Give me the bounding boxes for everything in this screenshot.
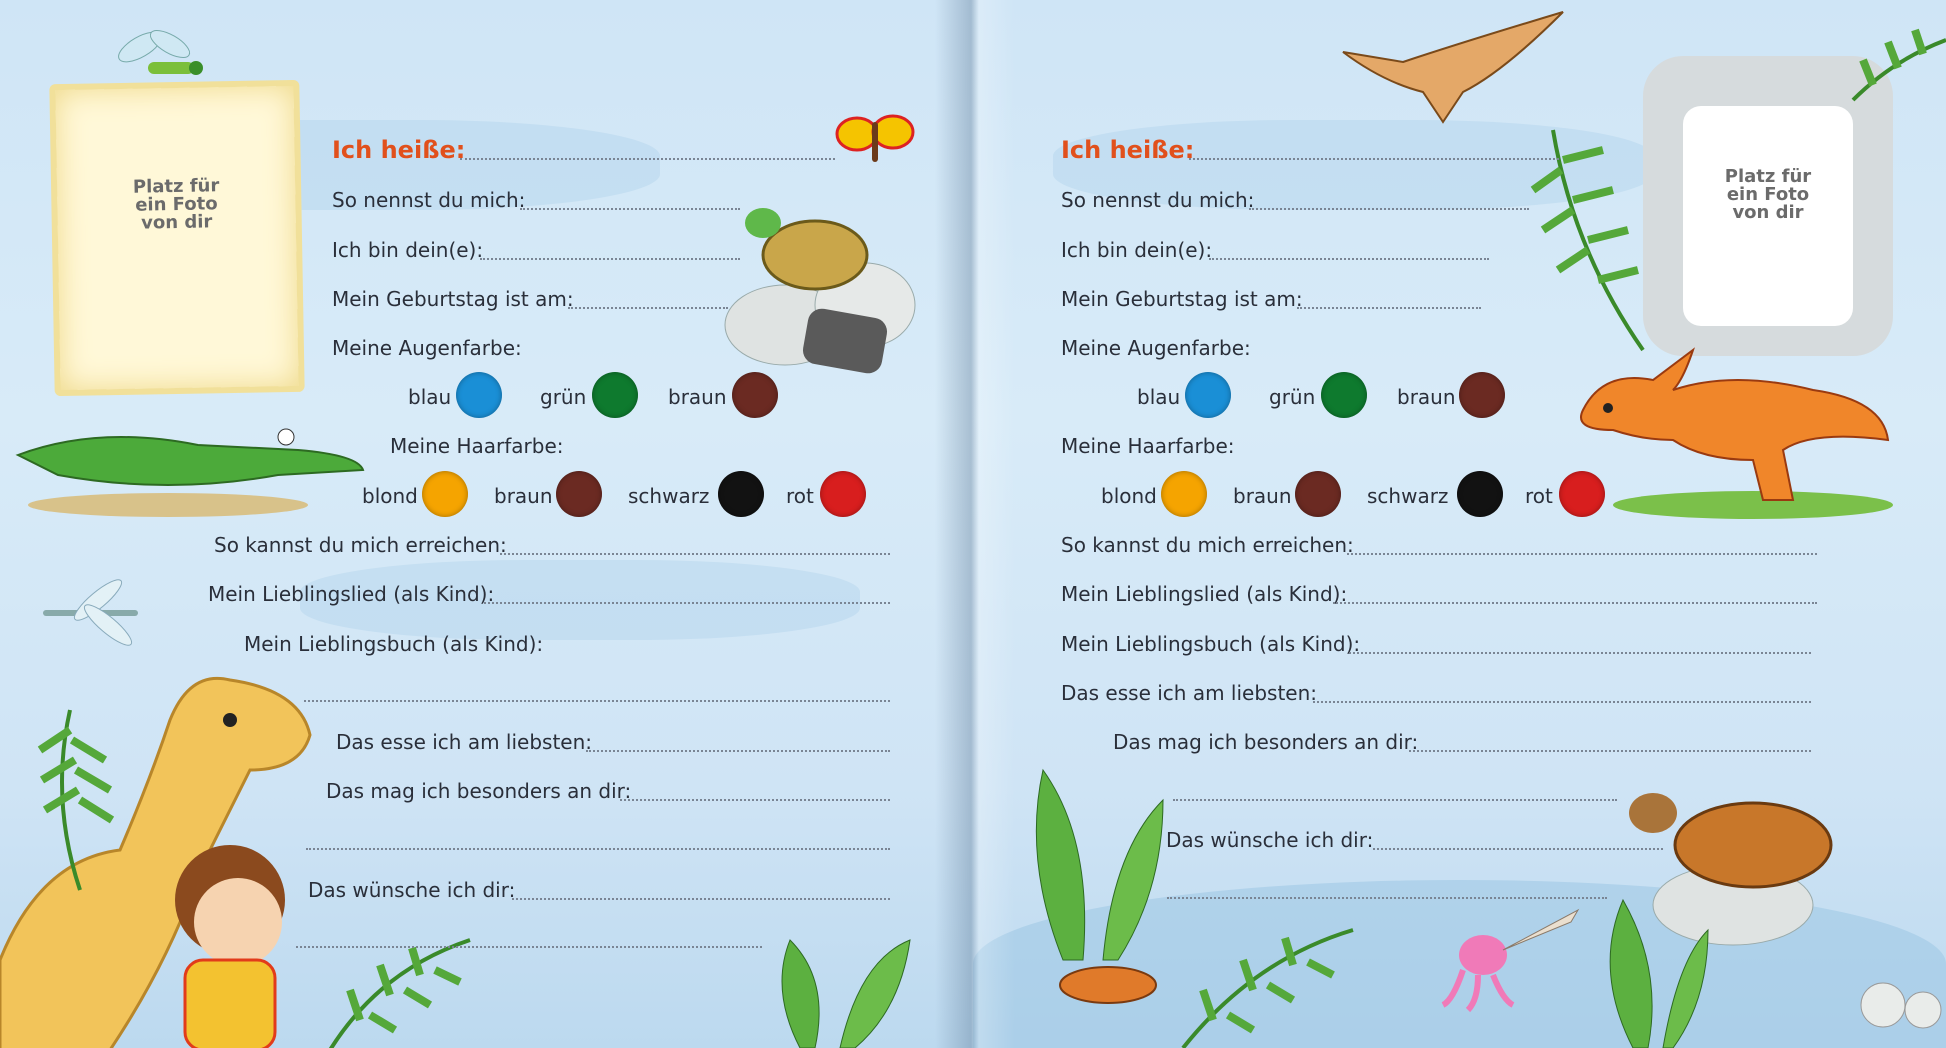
hair-option-brown-label: braun — [494, 484, 553, 508]
favorite-book-label: Mein Lieblingsbuch (als Kind): — [1061, 632, 1361, 656]
nickname-label: So nennst du mich: — [1061, 188, 1255, 212]
relation-label: Ich bin dein(e): — [332, 238, 484, 262]
hair-color-blond-swatch[interactable] — [1161, 471, 1207, 517]
turtle-on-rocks-icon — [715, 195, 945, 395]
name-input-line[interactable] — [460, 158, 835, 160]
favorite-food-input-line[interactable] — [586, 750, 890, 752]
relation-label: Ich bin dein(e): — [1061, 238, 1213, 262]
trilobite-icon — [1053, 955, 1163, 1015]
hair-color-brown-swatch[interactable] — [556, 471, 602, 517]
nickname-input-line[interactable] — [520, 208, 740, 210]
favorite-song-input-line[interactable] — [484, 602, 890, 604]
eye-color-label: Meine Augenfarbe: — [332, 336, 522, 360]
pterodactyl-icon — [1343, 12, 1573, 122]
plant-leaves-icon — [1003, 760, 1173, 960]
book-spine-shadow — [935, 0, 1015, 1048]
nickname-input-line[interactable] — [1249, 208, 1529, 210]
contact-input-line[interactable] — [500, 553, 890, 555]
hair-option-red-label: rot — [786, 484, 814, 508]
hair-option-blond-label: blond — [1101, 484, 1157, 508]
sea-urchin-icon — [1853, 970, 1943, 1040]
hair-color-label: Meine Haarfarbe: — [390, 434, 564, 458]
dragonfly-icon — [110, 22, 200, 102]
photo-placeholder-label: Platz für ein Foto von dir — [1724, 166, 1812, 223]
like-about-you-label: Das mag ich besonders an dir: — [1113, 730, 1419, 754]
eye-color-green-swatch[interactable] — [592, 372, 638, 418]
dragonfly-icon — [38, 580, 158, 640]
eye-color-blue-swatch[interactable] — [1185, 372, 1231, 418]
hair-option-black-label: schwarz — [1367, 484, 1449, 508]
contact-input-line[interactable] — [1347, 553, 1817, 555]
eye-option-green-label: grün — [1269, 385, 1316, 409]
eye-color-label: Meine Augenfarbe: — [1061, 336, 1251, 360]
wish-input-line[interactable] — [512, 898, 890, 900]
name-field-label: Ich heiße: — [332, 136, 466, 164]
eye-color-blue-swatch[interactable] — [456, 372, 502, 418]
favorite-food-input-line[interactable] — [1313, 701, 1811, 703]
eye-color-brown-swatch[interactable] — [732, 372, 778, 418]
contact-label: So kannst du mich erreichen: — [1061, 533, 1354, 557]
hair-color-label: Meine Haarfarbe: — [1061, 434, 1235, 458]
birthday-label: Mein Geburtstag ist am: — [332, 287, 574, 311]
eye-color-green-swatch[interactable] — [1321, 372, 1367, 418]
fern-icon — [1533, 110, 1653, 350]
photo-frame[interactable] — [49, 80, 304, 396]
contact-label: So kannst du mich erreichen: — [214, 533, 507, 557]
eye-option-blue-label: blau — [1137, 385, 1181, 409]
hair-color-red-swatch[interactable] — [1559, 471, 1605, 517]
fern-icon — [1853, 30, 1946, 110]
eye-option-brown-label: braun — [1397, 385, 1456, 409]
nickname-label: So nennst du mich: — [332, 188, 526, 212]
birthday-label: Mein Geburtstag ist am: — [1061, 287, 1303, 311]
hair-option-black-label: schwarz — [628, 484, 710, 508]
hair-option-red-label: rot — [1525, 484, 1553, 508]
hair-color-black-swatch[interactable] — [1457, 471, 1503, 517]
favorite-book-input-line[interactable] — [304, 700, 890, 702]
birthday-input-line[interactable] — [568, 307, 728, 309]
butterfly-icon — [835, 112, 915, 172]
wish-label: Das wünsche ich dir: — [1166, 828, 1374, 852]
fern-icon — [1173, 920, 1363, 1048]
plant-leaves-icon — [1593, 880, 1713, 1048]
favorite-food-label: Das esse ich am liebsten: — [1061, 681, 1318, 705]
hair-option-blond-label: blond — [362, 484, 418, 508]
eye-option-green-label: grün — [540, 385, 587, 409]
birthday-input-line[interactable] — [1297, 307, 1481, 309]
name-input-line[interactable] — [1189, 158, 1559, 160]
relation-input-line[interactable] — [480, 258, 740, 260]
like-about-you-input-line-2[interactable] — [1173, 799, 1617, 801]
favorite-book-input-line[interactable] — [1349, 652, 1811, 654]
fern-icon — [20, 690, 140, 890]
octopus-icon — [1443, 900, 1583, 1010]
hair-option-brown-label: braun — [1233, 484, 1292, 508]
right-page — [973, 0, 1946, 1048]
like-about-you-input-line[interactable] — [1409, 750, 1811, 752]
wish-label: Das wünsche ich dir: — [308, 878, 516, 902]
eye-option-blue-label: blau — [408, 385, 452, 409]
favorite-food-label: Das esse ich am liebsten: — [336, 730, 593, 754]
relation-input-line[interactable] — [1209, 258, 1489, 260]
crocodile-icon — [18, 415, 368, 505]
hair-color-black-swatch[interactable] — [718, 471, 764, 517]
wish-input-line[interactable] — [1373, 848, 1663, 850]
hair-color-brown-swatch[interactable] — [1295, 471, 1341, 517]
eye-option-brown-label: braun — [668, 385, 727, 409]
favorite-song-input-line[interactable] — [1333, 602, 1817, 604]
wish-input-line-2[interactable] — [1167, 897, 1607, 899]
favorite-song-label: Mein Lieblingslied (als Kind): — [208, 582, 495, 606]
hair-color-red-swatch[interactable] — [820, 471, 866, 517]
photo-placeholder-label: Platz für ein Foto von dir — [132, 175, 220, 234]
hair-color-blond-swatch[interactable] — [422, 471, 468, 517]
like-about-you-input-line-2[interactable] — [306, 848, 890, 850]
favorite-book-label: Mein Lieblingsbuch (als Kind): — [244, 632, 544, 656]
like-about-you-label: Das mag ich besonders an dir: — [326, 779, 632, 803]
plant-leaves-icon — [760, 900, 920, 1048]
eye-color-brown-swatch[interactable] — [1459, 372, 1505, 418]
favorite-song-label: Mein Lieblingslied (als Kind): — [1061, 582, 1348, 606]
wish-input-line-2[interactable] — [296, 946, 762, 948]
like-about-you-input-line[interactable] — [620, 799, 890, 801]
name-field-label: Ich heiße: — [1061, 136, 1195, 164]
